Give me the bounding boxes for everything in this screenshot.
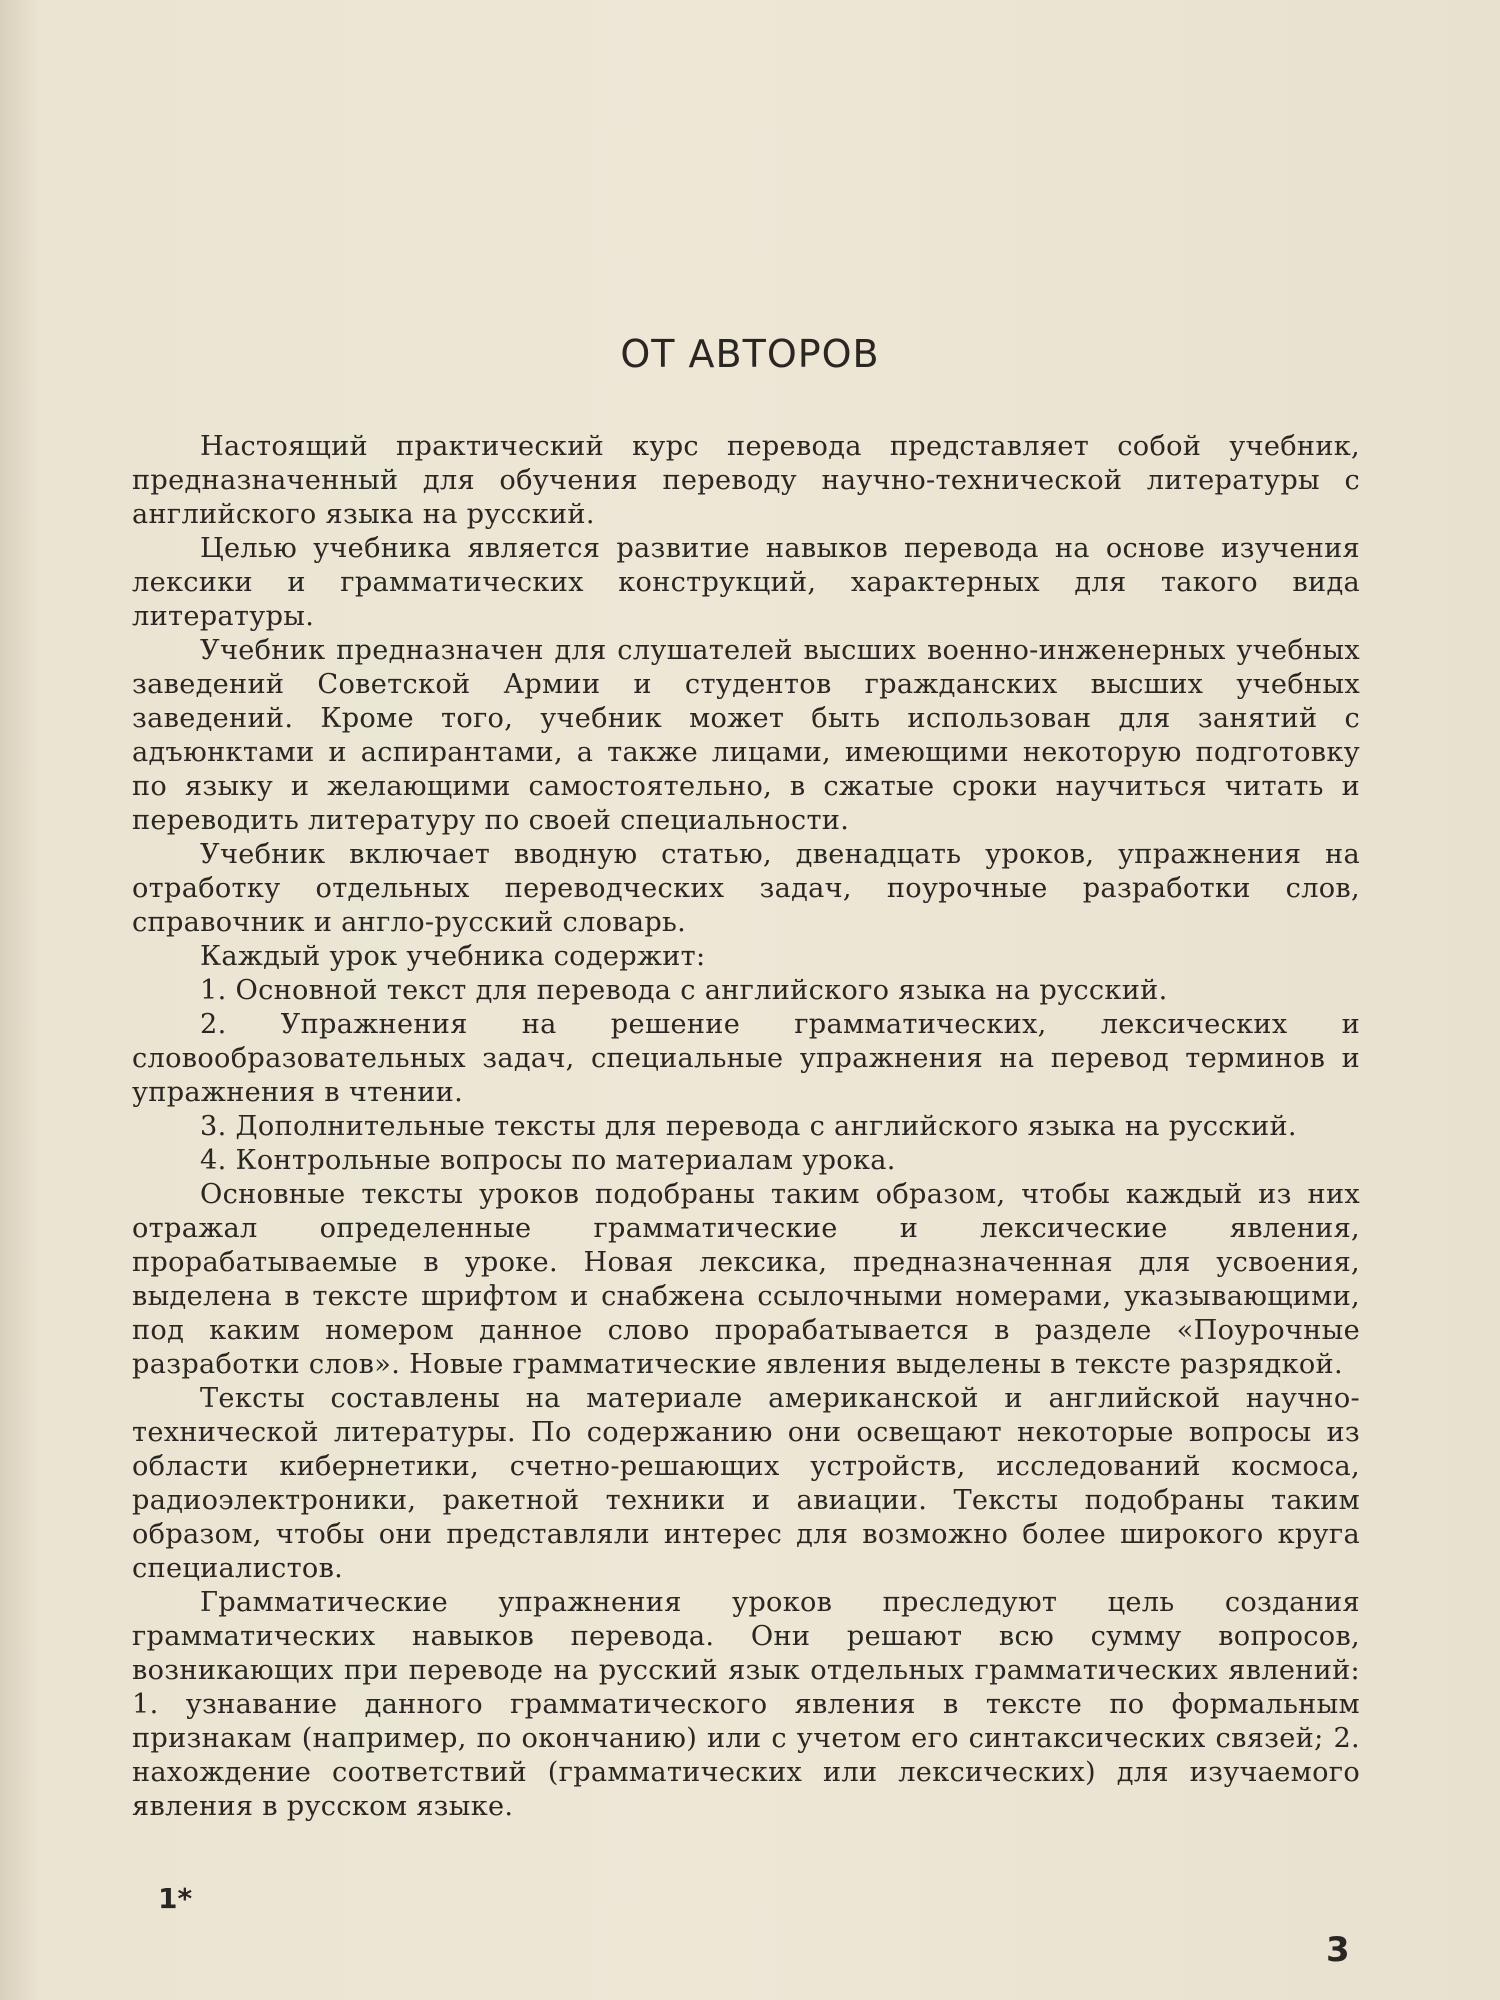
list-item-3: 3. Дополнительные тексты для перевода с английского языка на русский. [200, 1111, 1297, 1142]
paragraph-main-texts: Основные тексты уроков подобраны таким образом, чтобы каждый из них отражал определенные грамматические и лексические явления, прорабатываемые в уроке. Новая лексика, предназначенная для усвоения, выделена в тексте шрифтом и снабжена ссылочными номерами, указывающими, под каким номером данное слово прорабатывается в разделе «Поурочные разработки слов». Новые грамматические явления выделены в тексте разрядкой. [132, 1179, 1360, 1380]
list-item-2: 2. Упражнения на решение грамматических, лексических и словообразовательных задач, специальные упражнения на перевод терминов и упражнения в чтении. [132, 1009, 1360, 1108]
page-title: ОТ АВТОРОВ [620, 332, 880, 376]
signature-mark: 1* [158, 1882, 193, 1915]
list-item-1: 1. Основной текст для перевода с английского языка на русский. [200, 975, 1168, 1006]
paragraph-goal: Целью учебника является развитие навыков перевода на основе изучения лексики и грамматических конструкций, характерных для такого вида литературы. [132, 533, 1360, 632]
paragraph-contents: Учебник включает вводную статью, двенадцать уроков, упражнения на отработку отдельных переводческих задач, поурочные разработки слов, справочник и англо-русский словарь. [132, 839, 1360, 938]
paragraph-lesson-structure: Каждый урок учебника содержит: [200, 941, 706, 972]
paragraph-intro: Настоящий практический курс перевода представляет собой учебник, предназначенный для обучения переводу научно-технической литературы с английского языка на русский. [132, 431, 1360, 530]
paragraph-grammar-exercises: Грамматические упражнения уроков преследуют цель создания грамматических навыков перевода. Они решают всю сумму вопросов, возникающих при переводе на русский язык отдельных грамматических явлений: 1. узнавание данного грамматического явления в тексте по формальным признакам (например, по окончанию) или с учетом его синтаксических связей; 2. нахождение соответствий (грамматических или лексических) для изучаемого явления в русском языке. [132, 1587, 1360, 1822]
text-body [132, 430, 1360, 1824]
list-item-4: 4. Контрольные вопросы по материалам урока. [200, 1145, 896, 1176]
paragraph-audience: Учебник предназначен для слушателей высших военно-инженерных учебных заведений Советской Армии и студентов гражданских высших учебных заведений. Кроме того, учебник может быть использован для занятий с адъюнктами и аспирантами, а также лицами, имеющими некоторую подготовку по языку и желающими самостоятельно, в сжатые сроки научиться читать и переводить литературу по своей специальности. [132, 635, 1360, 836]
page-number: 3 [1326, 1930, 1350, 1970]
paragraph-sources: Тексты составлены на материале американской и английской научно-технической литературы. По содержанию они освещают некоторые вопросы из области кибернетики, счетно-решающих устройств, исследований космоса, радиоэлектроники, ракетной техники и авиации. Тексты подобраны таким образом, чтобы они представляли интерес для возможно более широкого круга специалистов. [132, 1383, 1360, 1584]
